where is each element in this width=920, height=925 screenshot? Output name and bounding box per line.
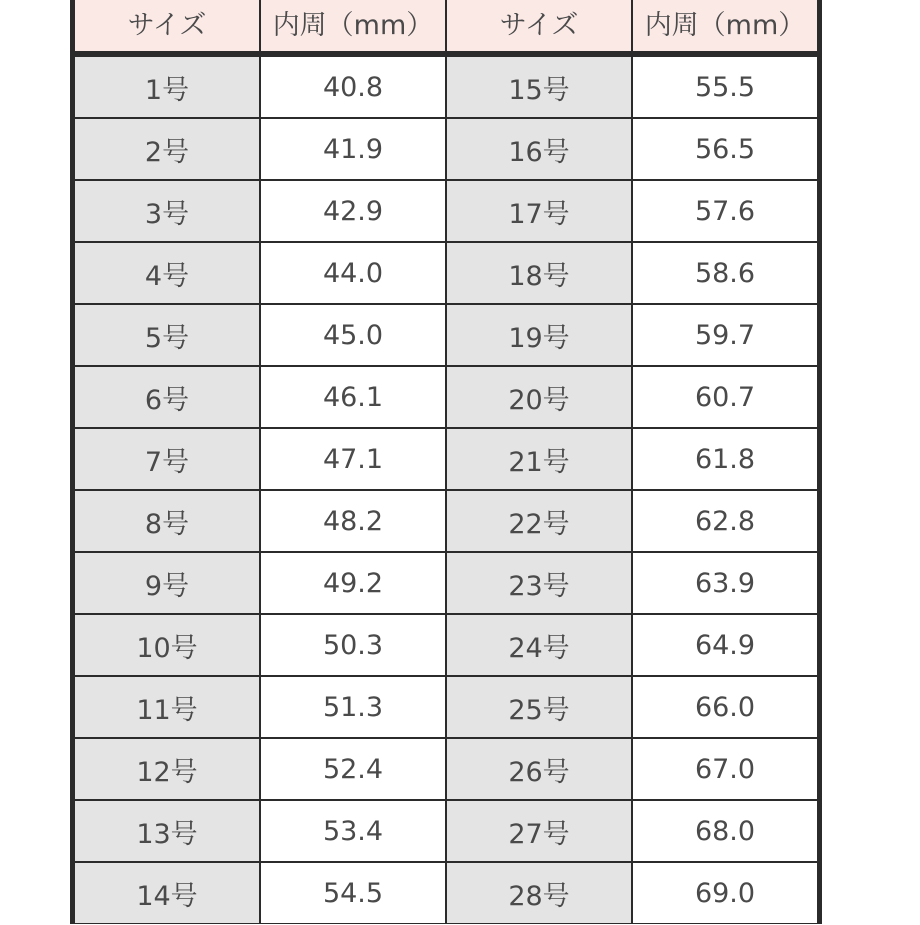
table-header-row (75, 0, 817, 51)
circumference-right-cell: 68.0 (633, 801, 817, 861)
header-size-right: サイズ (447, 0, 631, 51)
circumference-right-cell: 59.7 (633, 305, 817, 365)
size-right-cell: 26号 (447, 739, 631, 799)
header-divider (75, 53, 817, 55)
size-right-cell: 15号 (447, 57, 631, 117)
circumference-right-cell: 57.6 (633, 181, 817, 241)
ring-size-table-container (70, 0, 822, 924)
circumference-left-cell: 53.4 (261, 801, 445, 861)
table-row (75, 615, 817, 675)
table-row (75, 243, 817, 303)
size-left-cell: 1号 (75, 57, 259, 117)
header-size-left: サイズ (75, 0, 259, 51)
table-row (75, 305, 817, 365)
circumference-right-cell: 61.8 (633, 429, 817, 489)
table-row (75, 119, 817, 179)
table-row (75, 739, 817, 799)
size-left-cell: 3号 (75, 181, 259, 241)
circumference-right-cell: 63.9 (633, 553, 817, 613)
table-row (75, 863, 817, 923)
circumference-left-cell: 52.4 (261, 739, 445, 799)
size-right-cell: 19号 (447, 305, 631, 365)
table-body (75, 57, 817, 923)
circumference-left-cell: 44.0 (261, 243, 445, 303)
size-left-cell: 9号 (75, 553, 259, 613)
circumference-left-cell: 51.3 (261, 677, 445, 737)
size-right-cell: 22号 (447, 491, 631, 551)
size-right-cell: 28号 (447, 863, 631, 923)
size-right-cell: 25号 (447, 677, 631, 737)
table-row (75, 367, 817, 427)
size-left-cell: 8号 (75, 491, 259, 551)
size-left-cell: 13号 (75, 801, 259, 861)
circumference-left-cell: 50.3 (261, 615, 445, 675)
circumference-right-cell: 55.5 (633, 57, 817, 117)
circumference-left-cell: 49.2 (261, 553, 445, 613)
size-right-cell: 18号 (447, 243, 631, 303)
circumference-left-cell: 46.1 (261, 367, 445, 427)
size-left-cell: 10号 (75, 615, 259, 675)
circumference-left-cell: 41.9 (261, 119, 445, 179)
size-right-cell: 20号 (447, 367, 631, 427)
size-right-cell: 21号 (447, 429, 631, 489)
size-right-cell: 16号 (447, 119, 631, 179)
size-left-cell: 2号 (75, 119, 259, 179)
size-left-cell: 12号 (75, 739, 259, 799)
circumference-right-cell: 67.0 (633, 739, 817, 799)
size-left-cell: 14号 (75, 863, 259, 923)
circumference-right-cell: 62.8 (633, 491, 817, 551)
size-left-cell: 6号 (75, 367, 259, 427)
size-left-cell: 7号 (75, 429, 259, 489)
table-row (75, 181, 817, 241)
circumference-right-cell: 60.7 (633, 367, 817, 427)
size-right-cell: 23号 (447, 553, 631, 613)
size-right-cell: 17号 (447, 181, 631, 241)
table-row (75, 491, 817, 551)
circumference-right-cell: 58.6 (633, 243, 817, 303)
circumference-left-cell: 54.5 (261, 863, 445, 923)
table-row (75, 553, 817, 613)
circumference-right-cell: 64.9 (633, 615, 817, 675)
table-row (75, 57, 817, 117)
circumference-left-cell: 40.8 (261, 57, 445, 117)
header-circumference-left: 内周（mm） (261, 0, 445, 51)
circumference-right-cell: 66.0 (633, 677, 817, 737)
header-circumference-right: 内周（mm） (633, 0, 817, 51)
table-row (75, 429, 817, 489)
size-right-cell: 27号 (447, 801, 631, 861)
table-row (75, 801, 817, 861)
table-row (75, 677, 817, 737)
size-left-cell: 4号 (75, 243, 259, 303)
circumference-left-cell: 42.9 (261, 181, 445, 241)
circumference-left-cell: 45.0 (261, 305, 445, 365)
ring-size-table (73, 0, 819, 925)
circumference-left-cell: 48.2 (261, 491, 445, 551)
circumference-right-cell: 69.0 (633, 863, 817, 923)
size-right-cell: 24号 (447, 615, 631, 675)
circumference-right-cell: 56.5 (633, 119, 817, 179)
size-left-cell: 11号 (75, 677, 259, 737)
size-left-cell: 5号 (75, 305, 259, 365)
circumference-left-cell: 47.1 (261, 429, 445, 489)
